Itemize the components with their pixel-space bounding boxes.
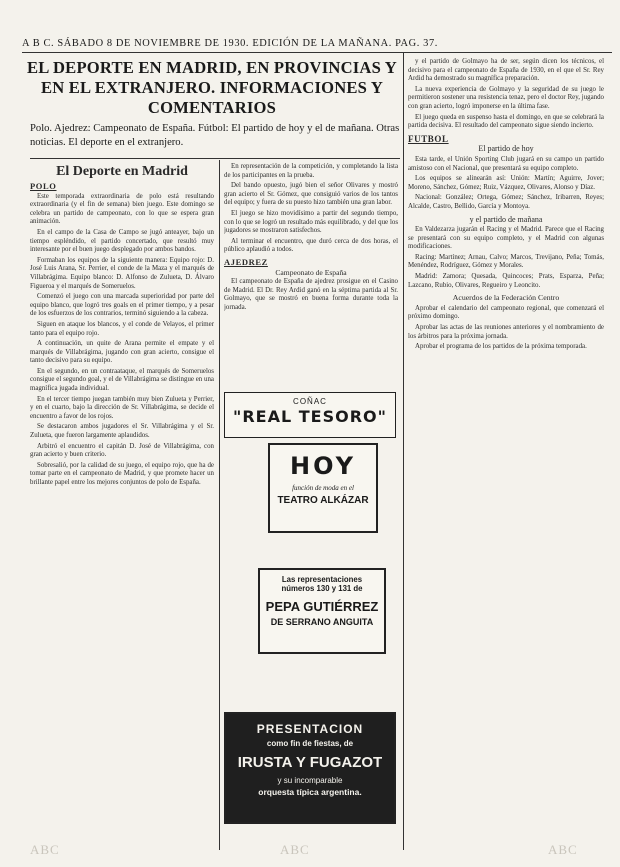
paragraph: y el partido de Golmayo ha de ser, según dicen los técnicos, el decisivo para el campeonato de España de 1930, en el que el Sr. Rey Ardid ha demostrado su magnífica preparación. bbox=[408, 58, 604, 83]
paragraph: Los equipos se alinearán así: Unión: Martín; Aguirre, Jover; Moreno, Sánchez, Gómez; Ruiz, Vázquez, Olivares, Alonso y Díaz. bbox=[408, 175, 604, 191]
section-label-ajedrez: AJEDREZ bbox=[224, 256, 268, 267]
paragraph: En Valdezarza jugarán el Racing y el Madrid. Parece que el Racing se presentará con su equipo completo, y el Madrid con algunas modificaciones. bbox=[408, 226, 604, 251]
paragraph: Arbitró el encuentro el capitán D. José de Villabrágima, con gran acierto y buen criterio. bbox=[30, 442, 214, 459]
column-3 bbox=[408, 58, 604, 858]
paragraph: Sobresalió, por la calidad de su juego, el equipo rojo, que ha de tomar parte en el campeonato de Madrid, y que promete hacer un brillante papel entre los mejores conjuntos de polo de España. bbox=[30, 461, 214, 486]
ad-theatre-alkazar bbox=[268, 443, 378, 533]
ad-irusta-line2: como fin de fiestas, de bbox=[266, 739, 354, 748]
paragraph: Aprobar el calendario del campeonato regional, que comenzará el próximo domingo. bbox=[408, 304, 604, 321]
paragraph: Este temporada extraordinaria de polo está resultando extraordinaria (y el fin de semana) bien juego. Este domingo se celebra un partido de campeonato, con lo que se espera gran animación. bbox=[30, 192, 214, 226]
ad-theatre-venue: TEATRO ALKÁZAR bbox=[277, 495, 369, 506]
headline-rule bbox=[30, 158, 400, 159]
paragraph: La nueva experiencia de Golmayo y la seguridad de su juego le permitieron sostener una resistencia tenaz, pero el doctor Rey, jugando con gran acierto, logró imponerse en la última fase. bbox=[408, 85, 604, 110]
ad-irusta-line3: y su incomparable bbox=[277, 776, 343, 785]
abc-watermark: ABC bbox=[280, 842, 310, 857]
ad-pepa-line2: números 130 y 131 de bbox=[281, 584, 363, 593]
ad-irusta-line4: orquesta típica argentina. bbox=[258, 787, 362, 797]
futbol-subtitle-manana: y el partido de mañana bbox=[469, 214, 543, 224]
ad-theatre-line: función de moda en el bbox=[292, 484, 354, 492]
section-label-polo: POLO bbox=[30, 181, 57, 191]
ad-pepa-title: PEPA GUTIÉRREZ bbox=[265, 599, 379, 614]
paragraph: Aprobar las actas de las reuniones anteriores y el nombramiento de los árbitros para la próxima jornada. bbox=[408, 324, 604, 340]
ad-pepa-author: DE SERRANO ANGUITA bbox=[270, 617, 374, 627]
column-2-text bbox=[224, 163, 398, 389]
ad-irusta-fugazot bbox=[224, 712, 396, 824]
ad-cognac-real-tesoro bbox=[224, 392, 396, 438]
paragraph: Al terminar el encuentro, que duró cerca de dos horas, el público aplaudió a todos. bbox=[224, 237, 398, 254]
ad-cognac-big: "REAL TESORO" bbox=[233, 407, 387, 426]
section-label-futbol: FUTBOL bbox=[408, 133, 449, 144]
ad-pepa-line1: Las representaciones bbox=[281, 575, 363, 584]
paragraph: Esta tarde, el Unión Sporting Club jugará en su campo un partido amistoso con el Nacional, que presentará su equipo completo. bbox=[408, 155, 604, 172]
paragraph: Formaban los equipos de la siguiente manera: Equipo rojo: D. José Luis Arana, Sr. Perrier, el conde de la Maza y el marqués de Villabrágima. Equipo blanco: D. Alfonso de Zulueta, D. Álvaro Figueroa y el marqués de Someruelos. bbox=[30, 256, 214, 290]
paragraph: En el tercer tiempo juegan también muy bien Zulueta y Perrier, y en el cuarto, bajo la dirección de Sr. Villabrágima, se decide el encuentro a favor de los rojos. bbox=[30, 395, 214, 420]
paragraph: Comenzó el juego con una marcada superioridad por parte del equipo blanco, que logró tres goals en el primer tiempo, y a pesar de los esfuerzos de los contrarios, terminó siguiendo a la cabeza. bbox=[30, 293, 214, 318]
paragraph: Siguen en ataque los blancos, y el conde de Velayos, el primer tanto para el equipo rojo. bbox=[30, 320, 214, 337]
ad-pepa-gutierrez bbox=[258, 568, 386, 654]
paragraph: En el segundo, en un contraataque, el marqués de Someruelos consigue el segundo goal, y el de Villabrágima se distingue en una magnífica jugada individual. bbox=[30, 367, 214, 393]
paragraph: El juego se hizo movidísimo a partir del segundo tiempo, con lo que se logró un resultado más equilibrado, y del que los jugadores se mostraron satisfechos. bbox=[224, 209, 398, 235]
paragraph: Del bando opuesto, jugó bien el señor Olivares y mostró gran acierto el Sr. Gómez, que consiguió varios de los tantos del equipo; y fuera de su puesto hizo también una gran labor. bbox=[224, 182, 398, 207]
chess-title: Campeonato de España bbox=[275, 267, 347, 277]
paragraph: Madrid: Zamora; Quesada, Quincoces; Prats, Esparza, Peña; Lazcano, Rubio, Olivares, Regueiro y Leoncito. bbox=[408, 273, 604, 289]
paragraph: Racing: Martínez; Arnau, Calvo; Marcos, Trevijano, Peña; Tomás, Menéndez, Rodríguez, Gómez y Morales. bbox=[408, 253, 604, 270]
paragraph: Aprobar el programa de los partidos de la próxima temporada. bbox=[415, 343, 587, 351]
column-divider-left bbox=[219, 160, 220, 850]
running-header: A B C. SÁBADO 8 DE NOVIEMBRE DE 1930. EDICIÓN DE LA MAÑANA. PAG. 37. bbox=[22, 38, 438, 49]
paragraph: El campeonato de España de ajedrez prosigue en el Casino de Madrid. El Dr. Rey Ardid ganó en la séptima partida al Sr. Golmayo, que se mostró en buena forma durante toda la jornada. bbox=[224, 278, 398, 311]
paragraph: El juego queda en suspenso hasta el domingo, en que se celebrará la partida decisiva. El resultado del campeonato sigue siendo incierto. bbox=[408, 113, 604, 130]
paragraph: Se destacaron ambos jugadores el Sr. Villabrágima y el Sr. Zulueta, que fueron largamente aplaudidos. bbox=[30, 423, 214, 440]
abc-watermark: ABC bbox=[548, 842, 578, 857]
header-rule bbox=[22, 52, 612, 53]
paragraph: En representación de la competición, y completando la lista de los participantes en la prueba. bbox=[224, 163, 398, 179]
ad-theatre-hoy: HOY bbox=[289, 452, 356, 480]
ad-irusta-title: IRUSTA Y FUGAZOT bbox=[237, 754, 383, 771]
abc-watermark: ABC bbox=[30, 842, 60, 857]
paragraph: A continuación, un quite de Arana permite el empate y el marqués de Villabrágima, jugando con gran acierto, consigue el tanto decisivo para su equipo. bbox=[30, 340, 214, 365]
ad-cognac-small: COÑAC bbox=[293, 397, 327, 406]
column-divider-right bbox=[403, 52, 404, 850]
column-1 bbox=[30, 163, 214, 858]
ad-irusta-line1: PRESENTACION bbox=[256, 722, 364, 736]
futbol-subtitle-federacion: Acuerdos de la Federación Centro bbox=[452, 293, 560, 303]
futbol-subtitle-hoy: El partido de hoy bbox=[478, 144, 534, 154]
section-title-madrid: El Deporte en Madrid bbox=[56, 164, 188, 179]
sub-headline: Polo. Ajedrez: Campeonato de España. Fútbol: El partido de hoy y el de mañana. Otras noticias. El deporte en el extranjero. bbox=[30, 123, 400, 148]
paragraph: En el campo de la Casa de Campo se jugó anteayer, bajo un tiempo espléndido, el partido concertado, que resultó muy interesante por el buen juego desplegado por ambos bandos. bbox=[30, 228, 214, 254]
paragraph: Nacional: González; Ortega, Gómez; Sánchez, Iribarren, Reyes; Alcalde, Castro, Bellido, García y Montoya. bbox=[408, 194, 604, 210]
main-headline: EL DEPORTE EN MADRID, EN PROVINCIAS Y EN EL EXTRANJERO. INFORMACIONES Y COMENTARIOS bbox=[27, 58, 397, 117]
